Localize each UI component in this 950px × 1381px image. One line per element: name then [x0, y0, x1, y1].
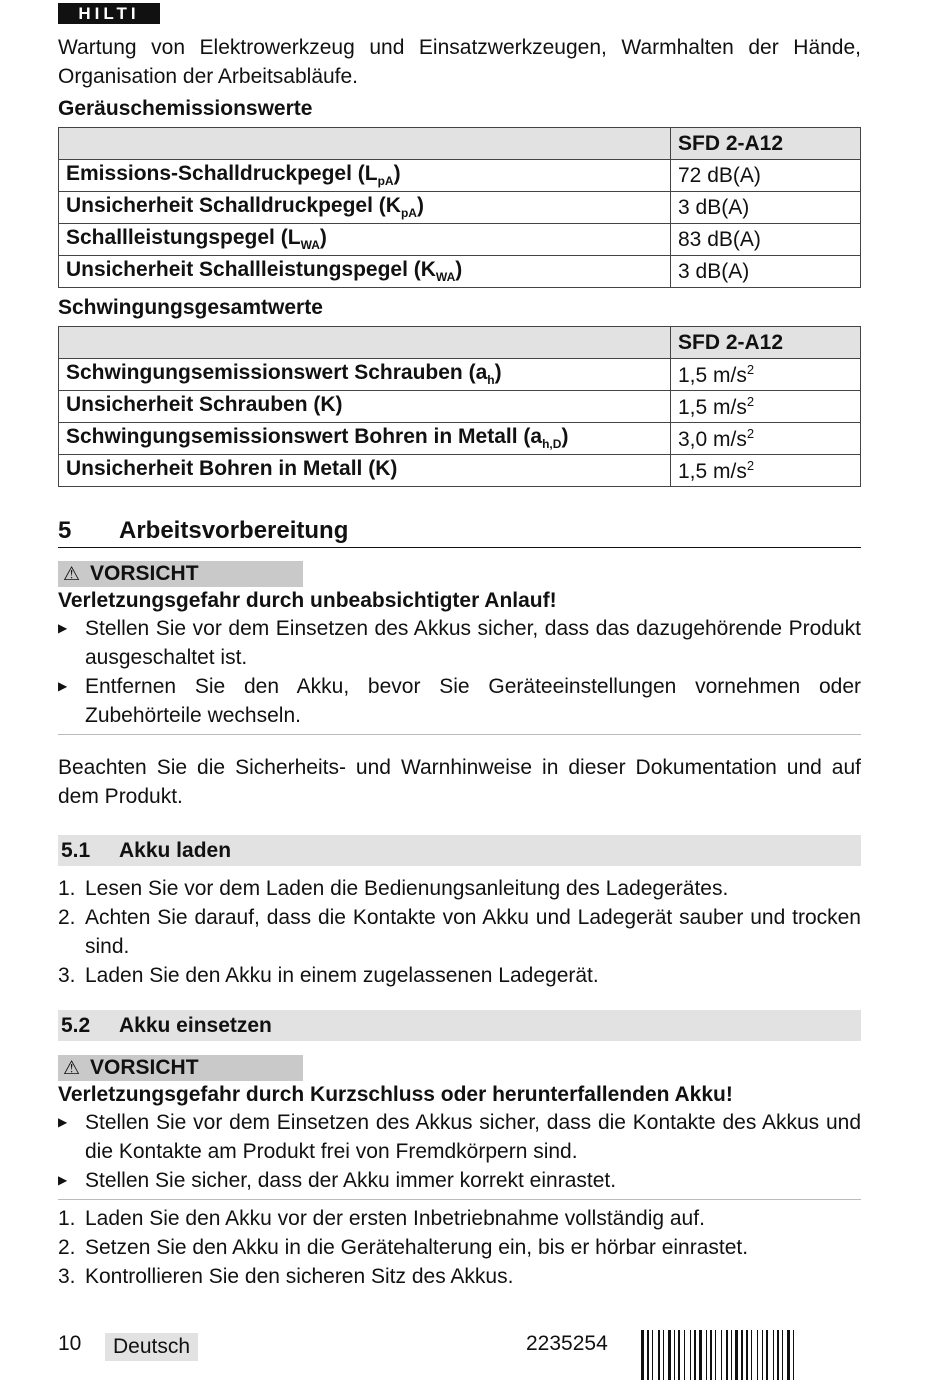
row-value-superscript: 2	[746, 393, 755, 409]
document-code: 2235254	[526, 1332, 608, 1355]
step-text: Laden Sie den Akku vor der ersten Inbetriebnahme vollständig auf.	[85, 1207, 705, 1230]
row-value	[671, 160, 861, 192]
section-number: 5	[58, 517, 72, 544]
table-row	[59, 391, 861, 423]
row-value	[671, 391, 861, 423]
row-value-superscript: 2	[746, 425, 755, 441]
table-row	[59, 256, 861, 288]
row-label-text: Unsicherheit Bohren in Metall (K)	[66, 457, 398, 481]
noise-table-header	[59, 128, 861, 160]
row-label	[59, 359, 671, 391]
row-label-subscript: pA	[377, 174, 394, 189]
header-empty-cell	[59, 128, 671, 160]
row-value-text: 1,5 m/s	[678, 363, 747, 387]
row-label-end: )	[393, 162, 401, 186]
row-label	[59, 391, 671, 423]
triangle-bullet-icon: ▶	[58, 1173, 68, 1187]
step-item	[58, 961, 861, 990]
row-value-text: 1,5 m/s	[678, 459, 747, 483]
section-number: 5.2	[61, 1013, 91, 1037]
table-row	[59, 192, 861, 224]
warning-headline: Verletzungsgefahr durch Kurzschluss oder herunterfallenden Akku!	[58, 1083, 733, 1106]
section-title: Akku laden	[119, 838, 232, 862]
page-footer	[58, 1330, 861, 1364]
row-value-superscript: 2	[746, 361, 755, 377]
step-number: 2.	[58, 1236, 76, 1259]
row-label	[59, 160, 671, 192]
bullet-item	[58, 1108, 861, 1166]
step-item	[58, 1262, 861, 1291]
step-text: Laden Sie den Akku in einem zugelassenen Ladegerät.	[85, 964, 599, 987]
section-number: 5.1	[61, 838, 91, 862]
row-value	[671, 423, 861, 455]
row-value-text: 3 dB(A)	[678, 259, 750, 283]
page-content	[58, 0, 861, 1291]
vibration-title: Schwingungsgesamtwerte	[58, 296, 323, 319]
step-item	[58, 874, 861, 903]
table-row	[59, 423, 861, 455]
row-label-text: Unsicherheit Schalldruckpegel (K	[66, 194, 401, 218]
step-number: 2.	[58, 906, 76, 929]
noise-title: Geräuschemissionswerte	[58, 97, 313, 120]
warning-triangle-icon: ⚠	[63, 563, 81, 585]
row-label-subscript: pA	[400, 206, 417, 221]
intro-paragraph: Wartung von Elektrowerkzeug und Einsatzwerkzeugen, Warmhalten der Hände, Organisation der Arbeitsabläufe.	[58, 36, 861, 88]
row-label-end: )	[455, 258, 463, 282]
row-value	[671, 224, 861, 256]
step-number: 1.	[58, 1207, 76, 1230]
warning-bullets	[58, 1108, 861, 1195]
table-row	[59, 455, 861, 487]
row-label-text: Unsicherheit Schallleistungspegel (K	[66, 258, 436, 282]
row-value	[671, 359, 861, 391]
section-5-1-heading	[58, 835, 861, 866]
bullet-text: Stellen Sie vor dem Einsetzen des Akkus sicher, dass die Kontakte des Akkus und die Kontakte am Produkt frei von Fremdkörpern sind.	[85, 1111, 861, 1163]
column-header: SFD 2-A12	[671, 128, 861, 160]
language-label: Deutsch	[105, 1333, 198, 1361]
table-row	[59, 160, 861, 192]
step-text: Setzen Sie den Akku in die Gerätehalterung ein, bis er hörbar einrastet.	[85, 1236, 749, 1259]
page-number: 10	[58, 1332, 82, 1355]
row-label-end: )	[494, 361, 502, 385]
row-label-subscript: h,D	[542, 437, 562, 452]
steps-list	[58, 874, 861, 990]
step-number: 3.	[58, 1265, 76, 1288]
column-header: SFD 2-A12	[671, 327, 861, 359]
header-empty-cell	[59, 327, 671, 359]
row-label	[59, 224, 671, 256]
row-label-text: Emissions-Schalldruckpegel (L	[66, 162, 378, 186]
step-text: Achten Sie darauf, dass die Kontakte von Akku und Ladegerät sauber und trocken sind.	[85, 906, 861, 958]
row-label-subscript: WA	[435, 270, 456, 285]
safety-note: Beachten Sie die Sicherheits- und Warnhinweise in dieser Dokumentation und auf dem Produkt.	[58, 756, 861, 808]
row-label-end: )	[319, 226, 327, 250]
triangle-bullet-icon: ▶	[58, 679, 68, 693]
bullet-item	[58, 672, 861, 730]
noise-table	[58, 127, 861, 288]
warning-label-text: VORSICHT	[90, 1056, 199, 1079]
row-label-subscript: h	[487, 373, 495, 388]
steps-list	[58, 1204, 861, 1291]
row-value	[671, 455, 861, 487]
table-row	[59, 359, 861, 391]
triangle-bullet-icon: ▶	[58, 1115, 68, 1129]
row-value	[671, 192, 861, 224]
bullet-text: Stellen Sie sicher, dass der Akku immer korrekt einrastet.	[85, 1169, 617, 1192]
bullet-text: Stellen Sie vor dem Einsetzen des Akkus sicher, dass das dazugehörende Produkt ausgeschaltet ist.	[85, 617, 861, 669]
row-label-text: Schallleistungspegel (L	[66, 226, 301, 250]
row-value-text: 72 dB(A)	[678, 163, 761, 187]
row-label-text: Unsicherheit Schrauben (K)	[66, 393, 343, 417]
row-value	[671, 256, 861, 288]
step-text: Kontrollieren Sie den sicheren Sitz des Akkus.	[85, 1265, 514, 1288]
bullet-text: Entfernen Sie den Akku, bevor Sie Geräteeinstellungen vornehmen oder Zubehörteile wechseln.	[85, 675, 861, 727]
step-item	[58, 1204, 861, 1233]
warning-triangle-icon: ⚠	[63, 1057, 81, 1079]
warning-label	[58, 561, 303, 587]
row-value-text: 83 dB(A)	[678, 227, 761, 251]
hilti-logo: HILTI	[58, 3, 160, 24]
section-title: Arbeitsvorbereitung	[119, 517, 349, 544]
step-item	[58, 1233, 861, 1262]
barcode-icon	[641, 1330, 861, 1380]
vibration-table-header	[59, 327, 861, 359]
row-label-subscript: WA	[300, 238, 320, 253]
row-label-text: Schwingungsemissionswert Bohren in Metall (a	[66, 425, 543, 449]
vibration-table	[58, 326, 861, 487]
table-row	[59, 224, 861, 256]
row-label	[59, 455, 671, 487]
step-text: Lesen Sie vor dem Laden die Bedienungsanleitung des Ladegerätes.	[85, 877, 729, 900]
row-value-text: 3,0 m/s	[678, 427, 747, 451]
warning-headline: Verletzungsgefahr durch unbeabsichtigter Anlauf!	[58, 589, 557, 612]
row-label	[59, 192, 671, 224]
step-number: 3.	[58, 964, 76, 987]
section-5-heading	[58, 513, 861, 548]
triangle-bullet-icon: ▶	[58, 621, 68, 635]
row-value-text: 1,5 m/s	[678, 395, 747, 419]
step-number: 1.	[58, 877, 76, 900]
row-label	[59, 256, 671, 288]
row-label-text: Schwingungsemissionswert Schrauben (a	[66, 361, 488, 385]
section-5-2-heading	[58, 1010, 861, 1041]
bullet-item	[58, 1166, 861, 1195]
step-item	[58, 903, 861, 961]
row-value-text: 3 dB(A)	[678, 195, 750, 219]
bullet-item	[58, 614, 861, 672]
section-title: Akku einsetzen	[119, 1013, 272, 1037]
warning-label-text: VORSICHT	[90, 562, 199, 585]
row-value-superscript: 2	[746, 457, 755, 473]
row-label	[59, 423, 671, 455]
warning-label	[58, 1055, 303, 1081]
warning-bullets	[58, 614, 861, 730]
row-label-end: )	[416, 194, 424, 218]
row-label-end: )	[561, 425, 569, 449]
